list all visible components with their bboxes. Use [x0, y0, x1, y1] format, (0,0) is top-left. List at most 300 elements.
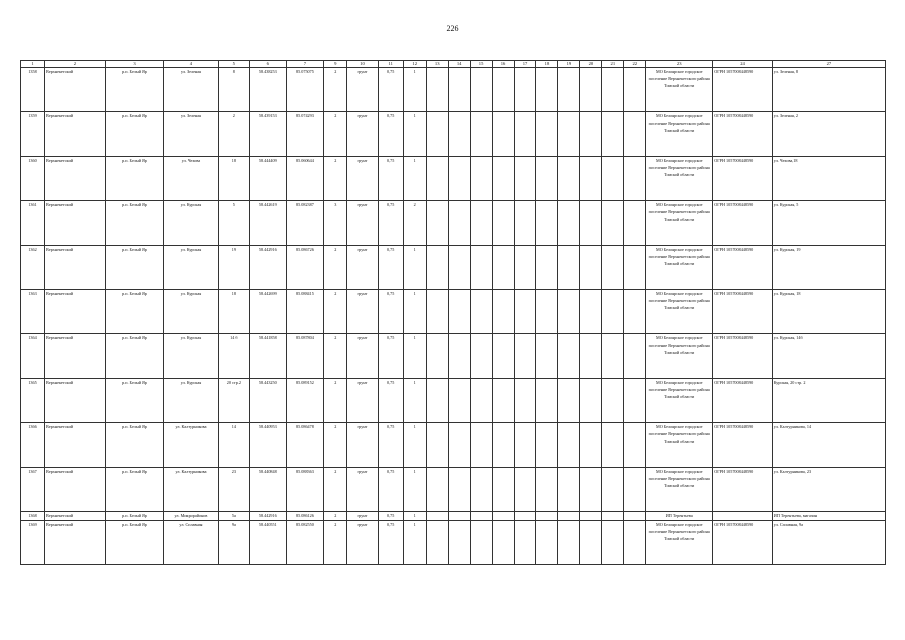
cell-empty [492, 378, 514, 422]
column-header: 24 [713, 61, 773, 68]
cell-ogrn: ОГРН 1057008448590 [713, 467, 773, 511]
cell-owner: МО Белоярское городское поселение Верхнекетского района Томской области [646, 378, 713, 422]
cell-empty [514, 112, 536, 156]
cell-n: 1368 [21, 511, 45, 520]
cell-empty [580, 289, 602, 333]
cell-c12: 1 [403, 245, 426, 289]
column-header: 7 [286, 61, 324, 68]
cell-area: 0,75 [378, 467, 403, 511]
cell-district: Верхнекетский [45, 156, 106, 200]
cell-c12: 1 [403, 467, 426, 511]
cell-empty [536, 378, 558, 422]
cell-district: Верхнекетский [45, 334, 106, 378]
cell-lat: 58.441858 [250, 334, 287, 378]
cell-empty [426, 334, 448, 378]
cell-locality: р.п. Белый Яр [105, 201, 164, 245]
cell-empty [514, 511, 536, 520]
column-header: 23 [646, 61, 713, 68]
cell-lat: 58.442619 [250, 201, 287, 245]
cell-empty [536, 245, 558, 289]
cell-empty [602, 520, 624, 564]
cell-empty [558, 378, 580, 422]
cell-ogrn: ОГРН 1057008448590 [713, 334, 773, 378]
cell-locality: р.п. Белый Яр [105, 156, 164, 200]
cell-empty [624, 511, 646, 520]
cell-locality: р.п. Белый Яр [105, 467, 164, 511]
cell-empty [426, 423, 448, 467]
cell-ogrn: ОГРН 1057008448590 [713, 423, 773, 467]
cell-empty [514, 467, 536, 511]
cell-district: Верхнекетский [45, 511, 106, 520]
cell-owner: МО Белоярское городское поселение Верхнекетского района Томской области [646, 68, 713, 112]
cell-empty [602, 511, 624, 520]
cell-empty [514, 520, 536, 564]
cell-owner: МО Белоярское городское поселение Верхнекетского района Томской области [646, 423, 713, 467]
cell-c9: 2 [324, 467, 347, 511]
cell-n: 1364 [21, 334, 45, 378]
cell-ogrn: ОГРН 1057008448590 [713, 68, 773, 112]
cell-empty [470, 245, 492, 289]
cell-address: ул. Сплавная, 9а [772, 520, 885, 564]
cell-empty [448, 520, 470, 564]
column-header: 9 [324, 61, 347, 68]
cell-empty [558, 68, 580, 112]
cell-empty [602, 112, 624, 156]
cell-lat: 58.439153 [250, 112, 287, 156]
cell-district: Верхнекетский [45, 467, 106, 511]
cell-c9: 2 [324, 245, 347, 289]
column-header: 2 [45, 61, 106, 68]
cell-c9: 2 [324, 334, 347, 378]
cell-locality: р.п. Белый Яр [105, 511, 164, 520]
cell-street: ул. Курская [164, 245, 218, 289]
cell-area: 0,75 [378, 334, 403, 378]
cell-area: 0,75 [378, 245, 403, 289]
cell-locality: р.п. Белый Яр [105, 378, 164, 422]
cell-surface: грунт [347, 511, 378, 520]
cell-empty [602, 156, 624, 200]
cell-c9: 2 [324, 289, 347, 333]
cell-district: Верхнекетский [45, 112, 106, 156]
table-row [21, 378, 886, 422]
cell-empty [470, 511, 492, 520]
cell-address: ИП Терентьева, магазин [772, 511, 885, 520]
cell-street: ул. Зеленая [164, 112, 218, 156]
cell-empty [536, 289, 558, 333]
cell-empty [470, 520, 492, 564]
column-header: 6 [250, 61, 287, 68]
table-row [21, 289, 886, 333]
cell-empty [470, 156, 492, 200]
cell-empty [448, 378, 470, 422]
cell-empty [536, 467, 558, 511]
cell-street: ул. Сплавная [164, 520, 218, 564]
column-header: 15 [470, 61, 492, 68]
cell-locality: р.п. Белый Яр [105, 245, 164, 289]
cell-area: 0,75 [378, 511, 403, 520]
column-header: 11 [378, 61, 403, 68]
cell-empty [536, 201, 558, 245]
cell-house: 2 [218, 112, 249, 156]
cell-empty [536, 334, 558, 378]
cell-empty [580, 467, 602, 511]
cell-c12: 1 [403, 112, 426, 156]
cell-empty [448, 511, 470, 520]
table-row [21, 511, 886, 520]
cell-c12: 1 [403, 68, 426, 112]
cell-empty [470, 289, 492, 333]
cell-address: ул. Курская, 14б [772, 334, 885, 378]
cell-empty [558, 334, 580, 378]
cell-lon: 85.086126 [286, 511, 324, 520]
column-header: 14 [448, 61, 470, 68]
cell-empty [426, 201, 448, 245]
cell-lon: 85.074293 [286, 112, 324, 156]
cell-owner: МО Белоярское городское поселение Верхнекетского района Томской области [646, 520, 713, 564]
cell-address: ул. Калтурникова, 14 [772, 423, 885, 467]
cell-street: ул. Курская [164, 289, 218, 333]
cell-empty [602, 245, 624, 289]
cell-n: 1358 [21, 68, 45, 112]
cell-address: ул. Зеленая, 2 [772, 112, 885, 156]
cell-house: 18 [218, 156, 249, 200]
cell-address: ул. Курская, 19 [772, 245, 885, 289]
column-header: 17 [514, 61, 536, 68]
cell-n: 1366 [21, 423, 45, 467]
cell-lon: 85.088363 [286, 467, 324, 511]
cell-empty [514, 68, 536, 112]
cell-area: 0,75 [378, 156, 403, 200]
cell-surface: грунт [347, 378, 378, 422]
cell-empty [624, 423, 646, 467]
column-header: 12 [403, 61, 426, 68]
column-header: 21 [602, 61, 624, 68]
cell-empty [448, 201, 470, 245]
cell-owner: МО Белоярское городское поселение Верхнекетского района Томской области [646, 112, 713, 156]
cell-c9: 2 [324, 423, 347, 467]
cell-c9: 2 [324, 378, 347, 422]
cell-locality: р.п. Белый Яр [105, 289, 164, 333]
cell-district: Верхнекетский [45, 378, 106, 422]
cell-lon: 85.075075 [286, 68, 324, 112]
cell-empty [624, 520, 646, 564]
cell-empty [514, 201, 536, 245]
cell-surface: грунт [347, 467, 378, 511]
cell-empty [426, 112, 448, 156]
cell-street: ул. Зеленая [164, 68, 218, 112]
cell-street: ул. Курская [164, 378, 218, 422]
table-row [21, 467, 886, 511]
cell-surface: грунт [347, 423, 378, 467]
table-row [21, 520, 886, 564]
cell-empty [514, 378, 536, 422]
cell-empty [558, 156, 580, 200]
cell-empty [492, 156, 514, 200]
cell-area: 0,75 [378, 423, 403, 467]
cell-empty [624, 467, 646, 511]
cell-area: 0,75 [378, 68, 403, 112]
table-row [21, 156, 886, 200]
cell-empty [470, 68, 492, 112]
table-row [21, 112, 886, 156]
cell-c9: 3 [324, 201, 347, 245]
cell-street: ул. Калтурникова [164, 423, 218, 467]
cell-empty [602, 423, 624, 467]
cell-empty [514, 156, 536, 200]
cell-district: Верхнекетский [45, 423, 106, 467]
cell-empty [514, 423, 536, 467]
cell-empty [448, 467, 470, 511]
cell-house: 8 [218, 68, 249, 112]
cell-empty [448, 423, 470, 467]
column-header: 3 [105, 61, 164, 68]
cell-empty [558, 245, 580, 289]
cell-lon: 85.060644 [286, 156, 324, 200]
cell-empty [580, 334, 602, 378]
cell-c9: 2 [324, 112, 347, 156]
cell-n: 1367 [21, 467, 45, 511]
table-row [21, 245, 886, 289]
cell-ogrn [713, 511, 773, 520]
page-number: 226 [446, 24, 459, 33]
column-header: 18 [536, 61, 558, 68]
cell-empty [448, 68, 470, 112]
cell-empty [492, 511, 514, 520]
cell-surface: грунт [347, 245, 378, 289]
cell-surface: грунт [347, 156, 378, 200]
cell-empty [492, 467, 514, 511]
cell-surface: грунт [347, 289, 378, 333]
cell-area: 0,75 [378, 289, 403, 333]
cell-lon: 85.086726 [286, 245, 324, 289]
cell-locality: р.п. Белый Яр [105, 112, 164, 156]
cell-owner: ИП Терентьева [646, 511, 713, 520]
cell-street: ул. Микрорайонов [164, 511, 218, 520]
cell-empty [558, 511, 580, 520]
cell-locality: р.п. Белый Яр [105, 334, 164, 378]
cell-n: 1365 [21, 378, 45, 422]
cell-street: ул. Калтурникова [164, 467, 218, 511]
cell-empty [536, 156, 558, 200]
cell-address: ул. Зеленая, 8 [772, 68, 885, 112]
column-header: 20 [580, 61, 602, 68]
cell-n: 1363 [21, 289, 45, 333]
cell-owner: МО Белоярское городское поселение Верхнекетского района Томской области [646, 245, 713, 289]
cell-empty [536, 112, 558, 156]
cell-n: 1359 [21, 112, 45, 156]
cell-empty [580, 112, 602, 156]
cell-house: 14 [218, 423, 249, 467]
column-header: 5 [218, 61, 249, 68]
column-header: 27 [772, 61, 885, 68]
cell-surface: грунт [347, 112, 378, 156]
cell-empty [448, 112, 470, 156]
cell-locality: р.п. Белый Яр [105, 423, 164, 467]
cell-empty [470, 423, 492, 467]
cell-empty [602, 334, 624, 378]
cell-c12: 1 [403, 423, 426, 467]
cell-empty [580, 520, 602, 564]
cell-district: Верхнекетский [45, 289, 106, 333]
cell-ogrn: ОГРН 1057008448590 [713, 245, 773, 289]
cell-empty [492, 423, 514, 467]
cell-empty [426, 378, 448, 422]
cell-empty [624, 245, 646, 289]
cell-empty [536, 511, 558, 520]
cell-empty [536, 68, 558, 112]
cell-empty [580, 68, 602, 112]
cell-house: 23 [218, 467, 249, 511]
cell-ogrn: ОГРН 1057008448590 [713, 289, 773, 333]
cell-empty [602, 68, 624, 112]
cell-c12: 1 [403, 334, 426, 378]
cell-empty [580, 201, 602, 245]
cell-address: ул. Курская, 18 [772, 289, 885, 333]
cell-lat: 58.442916 [250, 245, 287, 289]
cell-empty [492, 68, 514, 112]
cell-ogrn: ОГРН 1057008448590 [713, 520, 773, 564]
cell-house: 18 [218, 289, 249, 333]
cell-street: ул. Чехова [164, 156, 218, 200]
cell-empty [448, 289, 470, 333]
cell-c12: 1 [403, 156, 426, 200]
cell-empty [624, 289, 646, 333]
cell-ogrn: ОГРН 1057008448590 [713, 378, 773, 422]
cell-lat: 58.438253 [250, 68, 287, 112]
cell-empty [470, 378, 492, 422]
cell-c9: 2 [324, 520, 347, 564]
cell-house: 14 б [218, 334, 249, 378]
cell-empty [492, 112, 514, 156]
cell-empty [536, 423, 558, 467]
cell-c9: 2 [324, 156, 347, 200]
registry-table [20, 60, 886, 565]
cell-c12: 2 [403, 201, 426, 245]
cell-address: ул. Курская, 5 [772, 201, 885, 245]
cell-empty [514, 334, 536, 378]
cell-lat: 58.440848 [250, 467, 287, 511]
cell-district: Верхнекетский [45, 245, 106, 289]
cell-empty [558, 520, 580, 564]
cell-c12: 1 [403, 289, 426, 333]
cell-empty [602, 467, 624, 511]
cell-empty [580, 245, 602, 289]
cell-locality: р.п. Белый Яр [105, 520, 164, 564]
cell-empty [580, 423, 602, 467]
cell-c12: 1 [403, 511, 426, 520]
cell-c12: 1 [403, 378, 426, 422]
table-body [21, 68, 886, 565]
cell-lat: 58.443250 [250, 378, 287, 422]
cell-house: 20 стр.2 [218, 378, 249, 422]
cell-house: 5 [218, 201, 249, 245]
cell-empty [624, 156, 646, 200]
cell-empty [558, 112, 580, 156]
cell-empty [558, 201, 580, 245]
cell-lat: 58.442916 [250, 511, 287, 520]
cell-lat: 58.442699 [250, 289, 287, 333]
cell-empty [448, 156, 470, 200]
cell-empty [580, 156, 602, 200]
cell-locality: р.п. Белый Яр [105, 68, 164, 112]
cell-area: 0,75 [378, 201, 403, 245]
cell-empty [514, 245, 536, 289]
cell-n: 1360 [21, 156, 45, 200]
cell-address: ул. Калтурникова, 23 [772, 467, 885, 511]
cell-address: ул. Чехова,18 [772, 156, 885, 200]
cell-empty [602, 378, 624, 422]
cell-empty [624, 334, 646, 378]
cell-n: 1361 [21, 201, 45, 245]
cell-empty [470, 467, 492, 511]
cell-address: Курская, 20 стр. 2 [772, 378, 885, 422]
cell-lat: 58.440953 [250, 423, 287, 467]
cell-empty [624, 68, 646, 112]
cell-surface: грунт [347, 520, 378, 564]
cell-district: Верхнекетский [45, 68, 106, 112]
table-row [21, 201, 886, 245]
cell-empty [470, 334, 492, 378]
cell-empty [558, 289, 580, 333]
cell-empty [492, 334, 514, 378]
column-header: 13 [426, 61, 448, 68]
cell-empty [426, 520, 448, 564]
column-number-row [21, 61, 886, 68]
cell-empty [536, 520, 558, 564]
cell-owner: МО Белоярское городское поселение Верхнекетского района Томской области [646, 467, 713, 511]
cell-street: ул. Курская [164, 201, 218, 245]
cell-n: 1362 [21, 245, 45, 289]
table-row [21, 423, 886, 467]
column-header: 4 [164, 61, 218, 68]
column-header: 19 [558, 61, 580, 68]
cell-empty [426, 156, 448, 200]
cell-owner: МО Белоярское городское поселение Верхнекетского района Томской области [646, 156, 713, 200]
cell-lon: 85.088415 [286, 289, 324, 333]
cell-empty [448, 334, 470, 378]
cell-surface: грунт [347, 334, 378, 378]
cell-empty [602, 289, 624, 333]
cell-district: Верхнекетский [45, 201, 106, 245]
cell-empty [470, 201, 492, 245]
cell-owner: МО Белоярское городское поселение Верхнекетского района Томской области [646, 201, 713, 245]
cell-empty [602, 201, 624, 245]
cell-lon: 85.087804 [286, 334, 324, 378]
cell-surface: грунт [347, 68, 378, 112]
cell-area: 0,75 [378, 112, 403, 156]
cell-surface: грунт [347, 201, 378, 245]
cell-empty [448, 245, 470, 289]
cell-empty [580, 511, 602, 520]
column-header: 10 [347, 61, 378, 68]
cell-empty [492, 245, 514, 289]
cell-house: 5а [218, 511, 249, 520]
cell-empty [624, 378, 646, 422]
cell-lon: 85.082387 [286, 201, 324, 245]
cell-ogrn: ОГРН 1057008448590 [713, 201, 773, 245]
cell-empty [558, 467, 580, 511]
cell-c9: 2 [324, 68, 347, 112]
cell-empty [426, 68, 448, 112]
cell-c12: 1 [403, 520, 426, 564]
cell-empty [514, 289, 536, 333]
cell-owner: МО Белоярское городское поселение Верхнекетского района Томской области [646, 334, 713, 378]
cell-empty [426, 245, 448, 289]
cell-ogrn: ОГРН 1057008448590 [713, 156, 773, 200]
cell-owner: МО Белоярское городское поселение Верхнекетского района Томской области [646, 289, 713, 333]
cell-street: ул. Курская [164, 334, 218, 378]
column-header: 22 [624, 61, 646, 68]
